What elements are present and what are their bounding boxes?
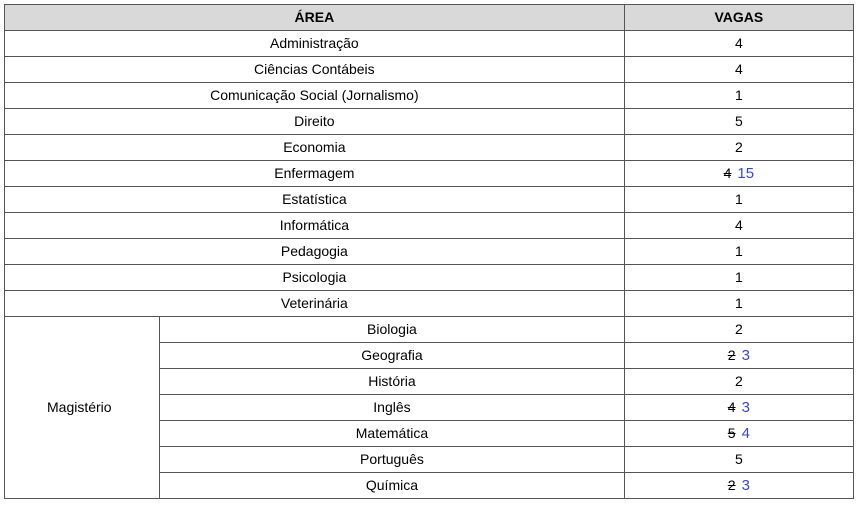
- area-cell: Informática: [5, 213, 625, 239]
- new-vagas-value: 3: [741, 477, 750, 494]
- vagas-cell: [624, 161, 853, 187]
- area-cell: Pedagogia: [5, 239, 625, 265]
- table-row: [5, 213, 854, 239]
- area-cell: Psicologia: [5, 265, 625, 291]
- area-cell: Português: [160, 447, 625, 473]
- old-vagas-value: 2: [727, 477, 736, 493]
- area-cell: Ciências Contábeis: [5, 57, 625, 83]
- vagas-cell: 1: [624, 187, 853, 213]
- table-row: [5, 317, 854, 343]
- table-row: [5, 57, 854, 83]
- vagas-cell: [624, 343, 853, 369]
- vagas-cell: 4: [624, 57, 853, 83]
- table-row: [5, 265, 854, 291]
- new-vagas-value: 15: [737, 165, 755, 182]
- area-cell: Biologia: [160, 317, 625, 343]
- header-area: ÁREA: [5, 5, 625, 31]
- vagas-cell: 1: [624, 239, 853, 265]
- magisterio-group-label: Magistério: [5, 317, 160, 499]
- area-cell: Estatística: [5, 187, 625, 213]
- new-vagas-value: 3: [741, 399, 750, 416]
- table-header-row: [5, 5, 854, 31]
- table-row: [5, 135, 854, 161]
- area-cell: Comunicação Social (Jornalismo): [5, 83, 625, 109]
- header-vagas: VAGAS: [624, 5, 853, 31]
- vagas-cell: 1: [624, 83, 853, 109]
- new-vagas-value: 3: [741, 347, 750, 364]
- table-row: [5, 291, 854, 317]
- new-vagas-value: 4: [741, 425, 750, 442]
- old-vagas-value: 5: [727, 425, 736, 441]
- area-cell: Enfermagem: [5, 161, 625, 187]
- table-row: [5, 109, 854, 135]
- area-cell: Veterinária: [5, 291, 625, 317]
- vagas-cell: 5: [624, 109, 853, 135]
- area-cell: Administração: [5, 31, 625, 57]
- vagas-cell: [624, 395, 853, 421]
- vagas-cell: 1: [624, 265, 853, 291]
- table-row: [5, 31, 854, 57]
- table-row: [5, 161, 854, 187]
- old-vagas-value: 4: [723, 165, 732, 181]
- area-cell: Geografia: [160, 343, 625, 369]
- vagas-cell: 1: [624, 291, 853, 317]
- vagas-cell: 2: [624, 135, 853, 161]
- vagas-cell: 4: [624, 31, 853, 57]
- vagas-cell: 2: [624, 369, 853, 395]
- area-cell: Economia: [5, 135, 625, 161]
- area-cell: Matemática: [160, 421, 625, 447]
- table-row: [5, 83, 854, 109]
- table-row: [5, 239, 854, 265]
- area-cell: Direito: [5, 109, 625, 135]
- vagas-cell: [624, 473, 853, 499]
- area-cell: Inglês: [160, 395, 625, 421]
- old-vagas-value: 2: [727, 347, 736, 363]
- area-cell: Química: [160, 473, 625, 499]
- vagas-cell: 2: [624, 317, 853, 343]
- table-row: [5, 187, 854, 213]
- area-cell: História: [160, 369, 625, 395]
- vagas-cell: [624, 421, 853, 447]
- vagas-cell: 4: [624, 213, 853, 239]
- old-vagas-value: 4: [727, 399, 736, 415]
- vagas-table: [4, 4, 854, 499]
- vagas-cell: 5: [624, 447, 853, 473]
